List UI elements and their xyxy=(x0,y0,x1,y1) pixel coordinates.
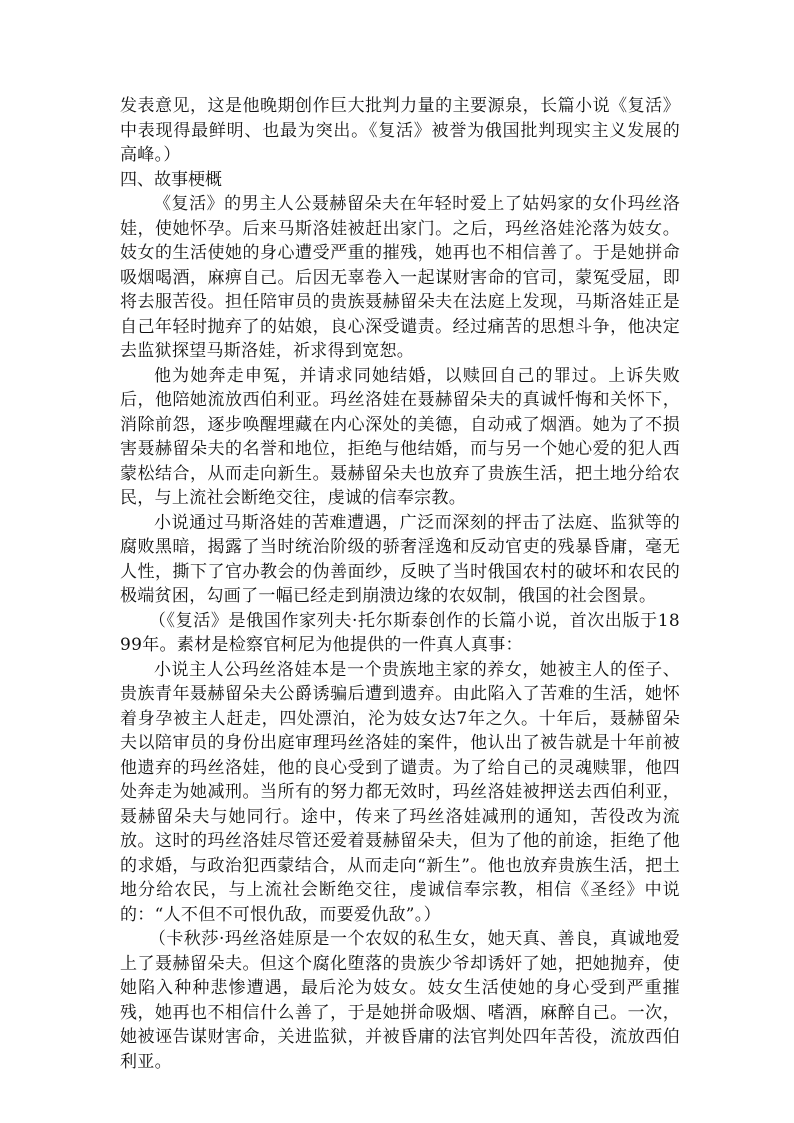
document-page xyxy=(120,94,680,1074)
paragraph-6: （卡秋莎·玛丝洛娃原是一个农奴的私生女，她天真、善良，真诚地爱上了聂赫留朵夫。但这个腐化堕落的贵族少爷却诱奸了她，把她抛弃，使她陷入种种悲惨遭遇，最后沦为妓女。妓女生活使她的身心受到严重摧残，她再也不相信什么善了，于是她拼命吸烟、嗜酒，麻醉自己。一次，她被诬告谋财害命，关进监狱，并被昏庸的法官判处四年苦役，流放西伯利亚。 xyxy=(120,929,680,1072)
paragraph-4: （《复活》是俄国作家列夫·托尔斯泰创作的长篇小说，首次出版于1899年。素材是检察官柯尼为他提供的一件真人真事： xyxy=(120,610,680,655)
paragraph-3: 小说通过马斯洛娃的苦难遭遇，广泛而深刻的抨击了法庭、监狱等的腐败黑暗，揭露了当时统治阶级的骄奢淫逸和反动官吏的残暴昏庸，毫无人性，撕下了官办教会的伪善面纱，反映了当时俄国农村的破坏和农民的极端贫困，勾画了一幅已经走到崩溃边缘的农奴制，俄国的社会图景。 xyxy=(120,512,680,606)
paragraph-2: 他为她奔走申冤，并请求同她结婚，以赎回自己的罪过。上诉失败后，他陪她流放西伯利亚。玛丝洛娃在聂赫留朵夫的真诚忏悔和关怀下，消除前怨，逐步唤醒埋藏在内心深处的美德，自动戒了烟酒。她为了不损害聂赫留朵夫的名誉和地位，拒绝与他结婚，而与另一个她心爱的犯人西蒙松结合，从而走向新生。聂赫留朵夫也放弃了贵族生活，把土地分给农民，与上流社会断绝交往，虔诚的信奉宗教。 xyxy=(120,365,680,508)
intro-paragraph: 发表意见，这是他晚期创作巨大批判力量的主要源泉，长篇小说《复活》中表现得最鲜明、也最为突出。《复活》被誉为俄国批判现实主义发展的高峰。） xyxy=(120,96,680,165)
section-heading: 四、故事梗概 xyxy=(120,169,222,190)
paragraph-5: 小说主人公玛丝洛娃本是一个贵族地主家的养女，她被主人的侄子、贵族青年聂赫留朵夫公爵诱骗后遭到遗弃。由此陷入了苦难的生活，她怀着身孕被主人赶走，四处漂泊，沦为妓女达7年之久。十年后，聂赫留朵夫以陪审员的身份出庭审理玛丝洛娃的案件，他认出了被告就是十年前被他遗弃的玛丝洛娃，他的良心受到了谴责。为了给自己的灵魂赎罪，他四处奔走为她减刑。当所有的努力都无效时，玛丝洛娃被押送去西伯利亚，聂赫留朵夫与她同行。途中，传来了玛丝洛娃减刑的通知，苦役改为流放。这时的玛丝洛娃尽管还爱着聂赫留朵夫，但为了他的前途，拒绝了他的求婚，与政治犯西蒙结合，从而走向“新生”。他也放弃贵族生活，把土地分给农民，与上流社会断绝交往，虔诚信奉宗教，相信《圣经》中说的：“人不但不可恨仇敌，而要爱仇敌”。） xyxy=(120,659,680,925)
paragraph-1: 《复活》的男主人公聂赫留朵夫在年轻时爱上了姑妈家的女仆玛丝洛娃，使她怀孕。后来马斯洛娃被赶出家门。之后，玛丝洛娃沦落为妓女。妓女的生活使她的身心遭受严重的摧残，她再也不相信善了。于是她拼命吸烟喝酒，麻痹自己。后因无辜卷入一起谋财害命的官司，蒙冤受屈，即将去服苦役。担任陪审员的贵族聂赫留朵夫在法庭上发现，马斯洛娃正是自己年轻时抛弃了的姑娘，良心深受谴责。经过痛苦的思想斗争，他决定去监狱探望马斯洛娃，祈求得到宽恕。 xyxy=(120,194,680,361)
